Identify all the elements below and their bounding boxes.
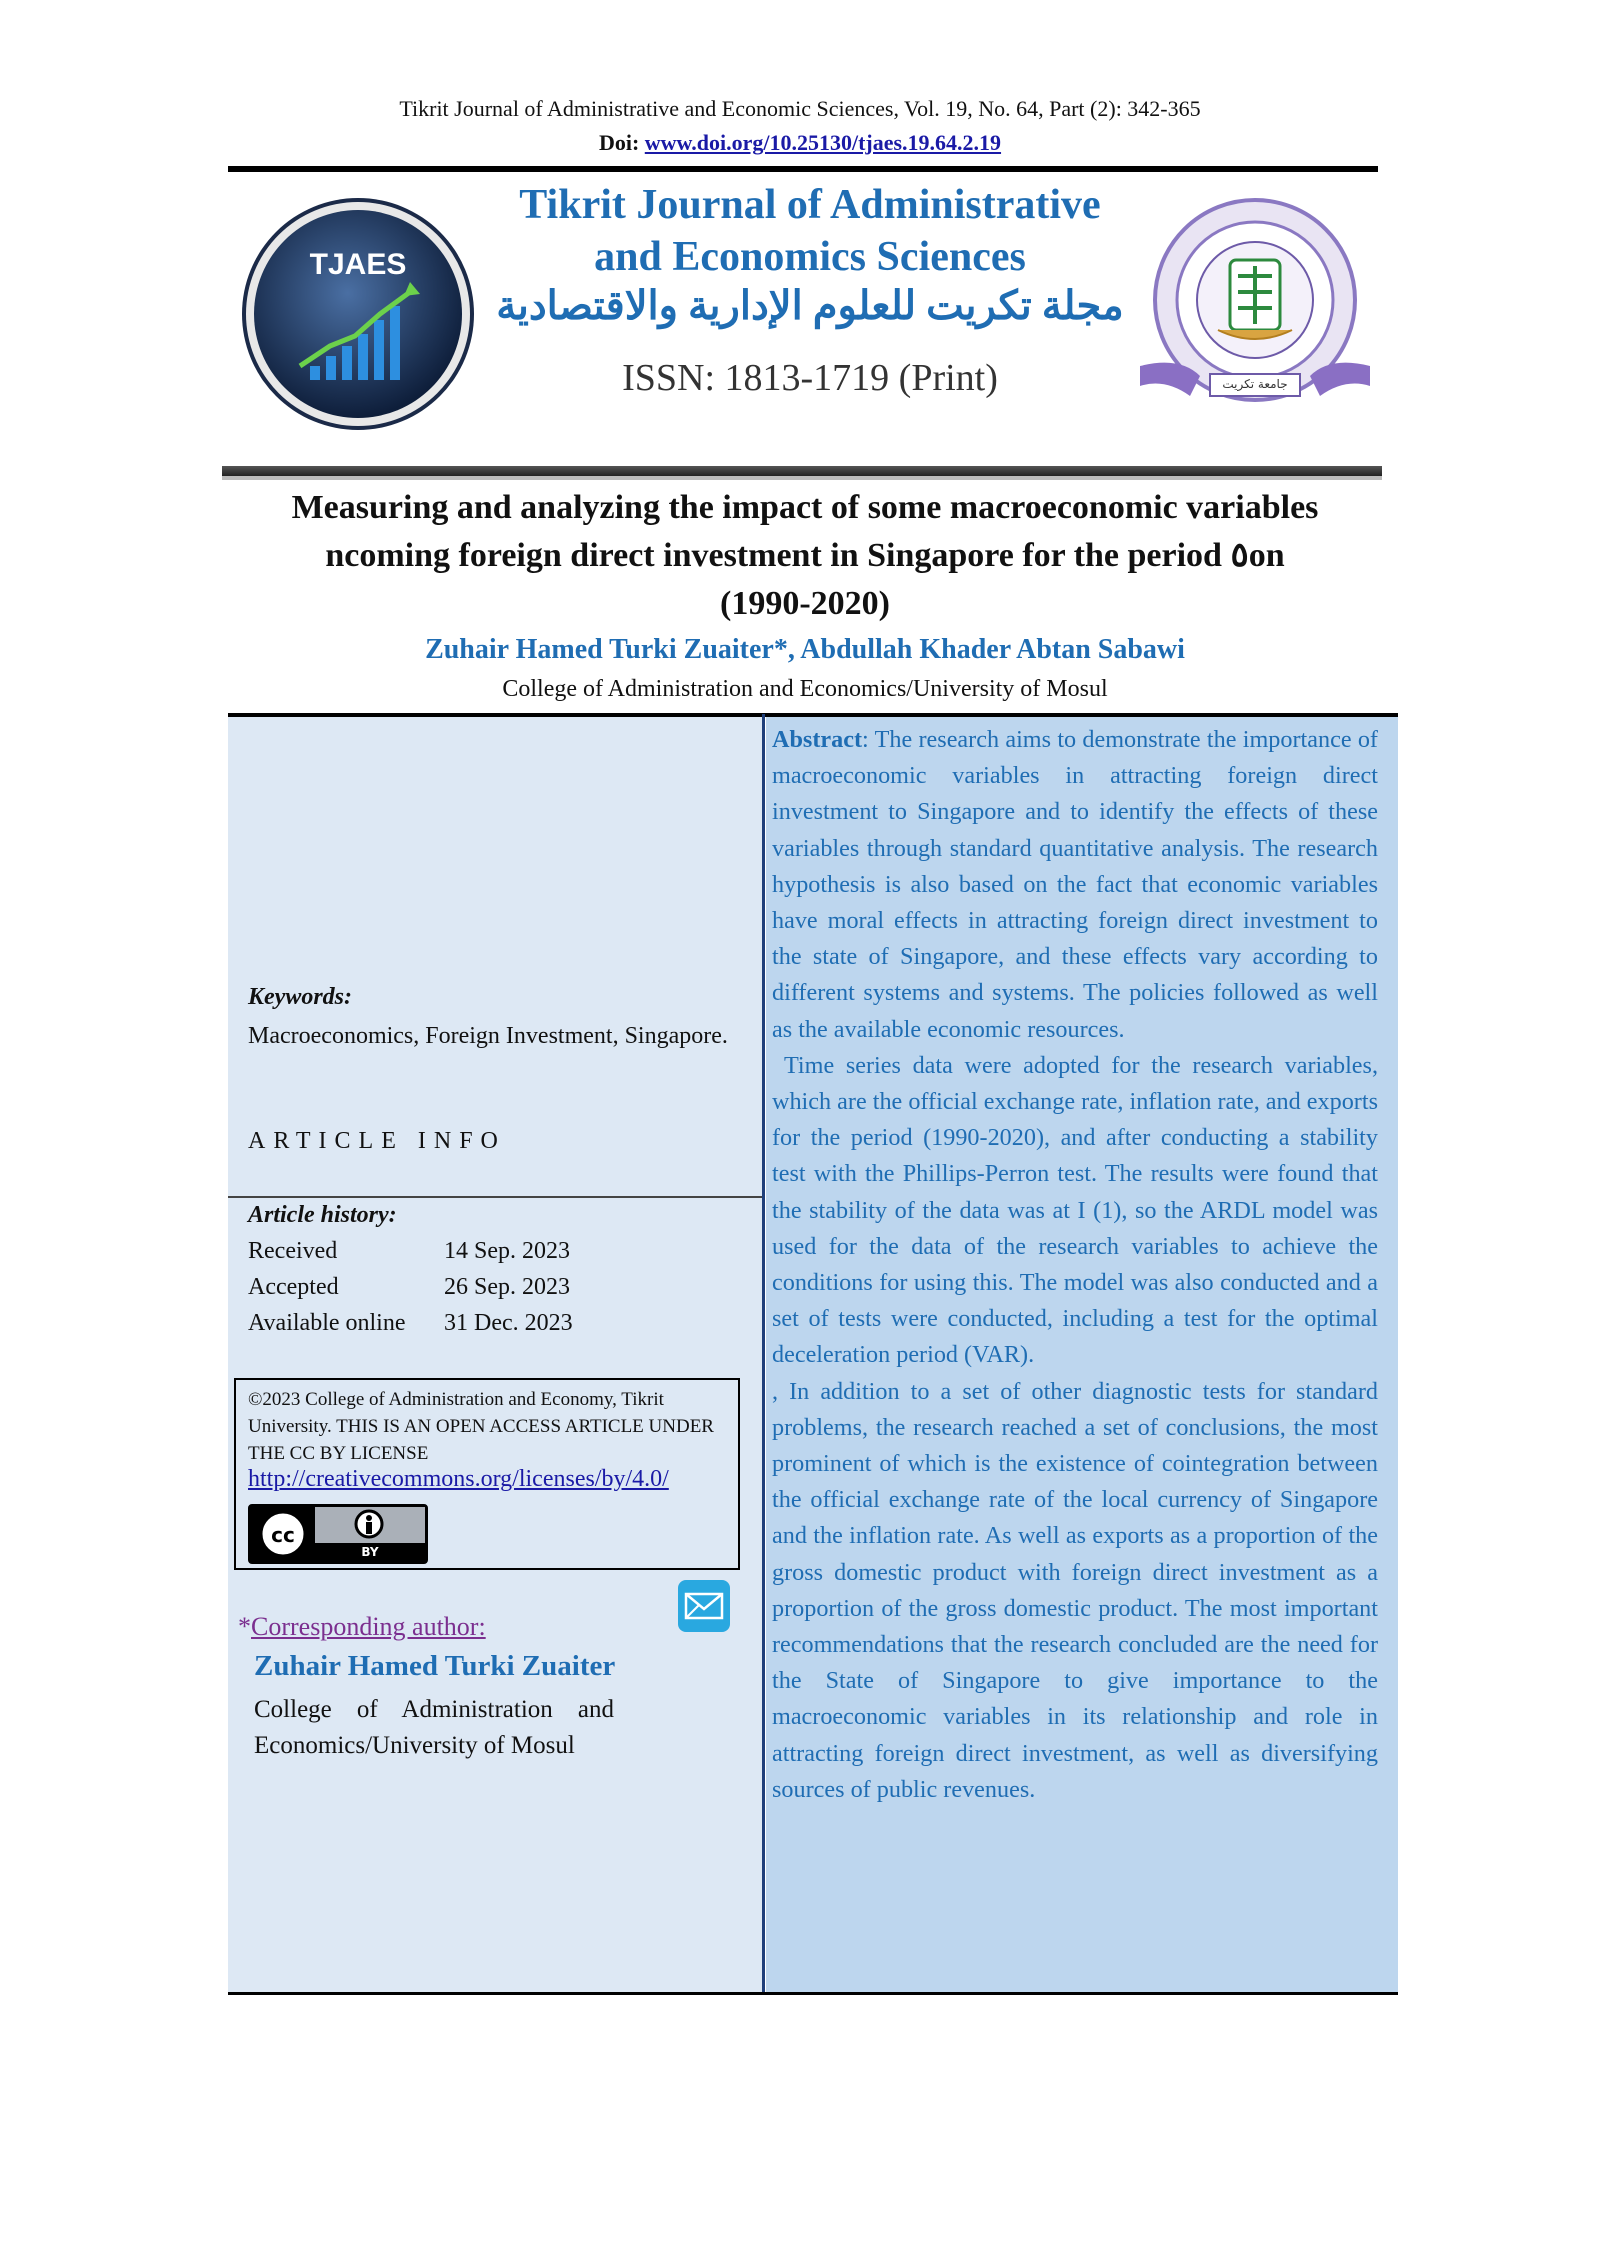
license-link[interactable]: http://creativecommons.org/licenses/by/4.0/: [248, 1466, 669, 1492]
corresponding-author-affiliation: College of Administration and Economics/University of Mosul: [254, 1696, 614, 1759]
paper-title-line1: Measuring and analyzing the impact of some macroeconomic variables: [291, 489, 1319, 526]
abstract-label: Abstract: [772, 726, 863, 753]
doi-label: Doi:: [598, 130, 640, 155]
paper-title-line2: ncoming foreign direct investment in Singapore for the period ٥on: [325, 537, 1285, 574]
cc-by-badge: [248, 1504, 428, 1564]
history-online-date: 31 Dec. 2023: [444, 1310, 573, 1336]
keywords-text: Macroeconomics, Foreign Investment, Singapore.: [248, 1023, 728, 1049]
history-received-date: 14 Sep. 2023: [444, 1238, 570, 1264]
issn: ISSN: 1813-1719 (Print): [622, 357, 998, 399]
envelope-icon: [678, 1580, 730, 1632]
header-rule: [228, 166, 1378, 172]
corresponding-star: *: [238, 1612, 251, 1641]
corresponding-author-label: [238, 1612, 486, 1642]
article-info-panel: [228, 717, 762, 1993]
article-history-label: Article history:: [248, 1202, 397, 1228]
history-received-label: Received: [248, 1238, 338, 1264]
license-text: ©2023 College of Administration and Economy, Tikrit University. THIS IS AN OPEN ACCESS ARTICLE UNDER THE CC BY LICENSE: [248, 1389, 714, 1464]
doi-line: [0, 130, 1600, 156]
abstract-colon: :: [862, 726, 869, 753]
abstract-body: [772, 722, 1378, 1808]
college-seal: [1130, 196, 1380, 416]
history-accepted-label: Accepted: [248, 1274, 339, 1300]
cc-by-label: BY: [361, 1545, 379, 1559]
journal-citation: Tikrit Journal of Administrative and Economic Sciences, Vol. 19, No. 64, Part (2): 342-365: [399, 96, 1201, 121]
article-info-separator: [228, 1196, 762, 1198]
corresponding-author-link[interactable]: Corresponding author:: [251, 1612, 486, 1641]
svg-text:cc: cc: [271, 1523, 295, 1547]
keywords-label: Keywords:: [248, 984, 352, 1010]
history-accepted-date: 26 Sep. 2023: [444, 1274, 570, 1300]
abstract-paragraph-1: [772, 722, 1378, 1048]
masthead-rule: [222, 466, 1382, 476]
college-seal-arabic-bottom: جامعة تكريت: [1222, 377, 1288, 391]
paper-title-line3: (1990-2020): [720, 585, 890, 622]
panel-bottom-rule: [228, 1992, 1398, 1995]
journal-title-line1: Tikrit Journal of Administrative: [519, 182, 1101, 228]
abstract-text-1: The research aims to demonstrate the importance of macroeconomic variables in attracting foreign direct investment to Singapore and to identify the effects of these variables through standard quantitative analysis. The research hypothesis is also based on the fact that economic variables have moral effects in attracting foreign direct investment to the state of Singapore, and these effects vary according to different systems and systems. The policies followed as well as the available economic resources.: [772, 726, 1378, 1043]
abstract-paragraph-3: , In addition to a set of other diagnostic tests for standard problems, the research reached a set of conclusions, the most prominent of which is the existence of cointegration between the official exchange rate of the local currency of Singapore and the inflation rate. As well as exports as a proportion of the gross domestic product with foreign direct investment as a proportion of the gross domestic product. The most important recommendations that the research concluded are the need for the State of Singapore to give importance to the macroeconomic variables in its relationship and role in attracting foreign direct investment, as well as diversifying sources of public revenues.: [772, 1377, 1378, 1803]
journal-title-line2: and Economics Sciences: [594, 234, 1026, 280]
corresponding-author-name: Zuhair Hamed Turki Zuaiter: [254, 1650, 616, 1682]
email-icon[interactable]: [678, 1580, 730, 1632]
history-received: [248, 1238, 570, 1265]
history-online: [248, 1310, 573, 1337]
affiliation: College of Administration and Economics/University of Mosul: [502, 676, 1108, 702]
tjaes-logo-abbr: TJAES: [309, 248, 407, 281]
panel-divider: [762, 714, 765, 1994]
history-online-label: Available online: [248, 1310, 406, 1336]
abstract-paragraph-2: Time series data were adopted for the research variables, which are the official exchange rate, inflation rate, and exports for the period (1990-2020), and after conducting a stability test with the Phillips-Perron test. The results were found that the stability of the data was at I (1), so the ARDL model was used for the data of the research variables to achieve the conditions for using this. The model was also conducted and a set of tests were conducted, including a test for the optimal deceleration period (VAR).: [772, 1051, 1378, 1369]
journal-title-arabic: مجلة تكريت للعلوم الإدارية والاقتصادية: [496, 283, 1124, 328]
article-info-heading: ARTICLE INFO: [248, 1128, 506, 1154]
doi-link[interactable]: www.doi.org/10.25130/tjaes.19.64.2.19: [644, 130, 1002, 155]
history-accepted: [248, 1274, 570, 1301]
authors: Zuhair Hamed Turki Zuaiter*, Abdullah Khader Abtan Sabawi: [425, 634, 1185, 665]
